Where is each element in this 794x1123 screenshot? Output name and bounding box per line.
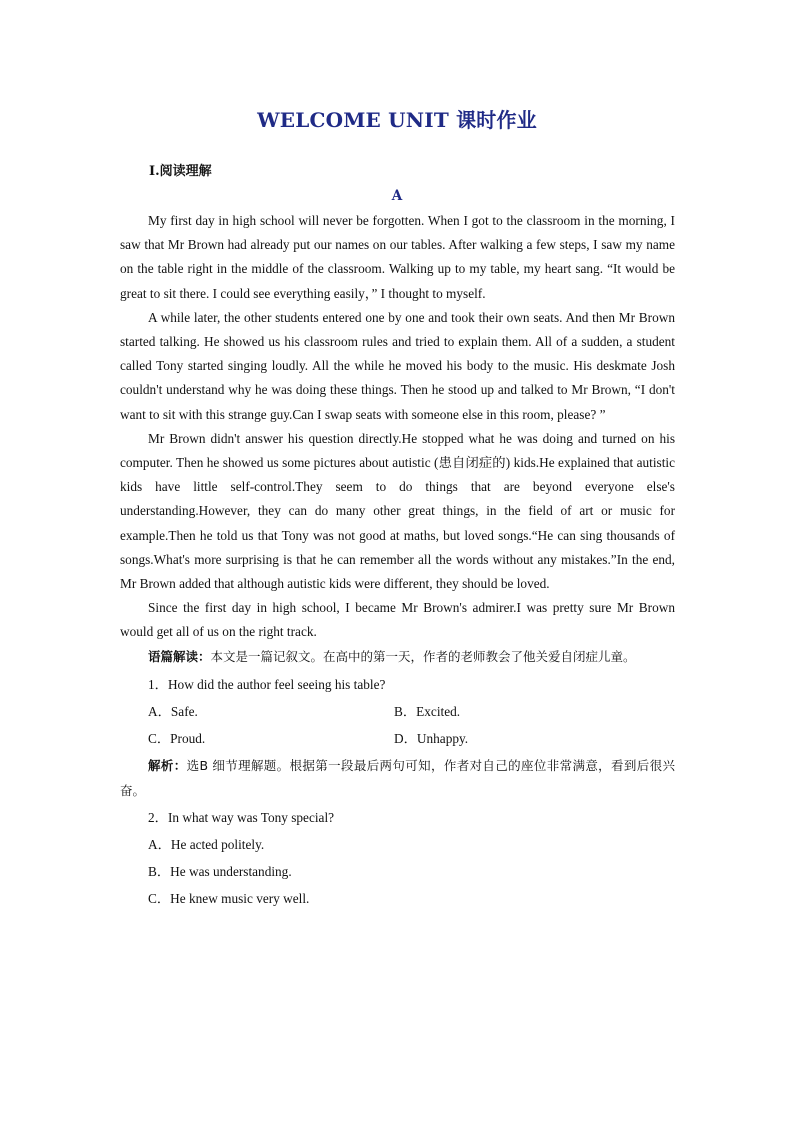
question-1-options-row-1	[120, 700, 675, 724]
option-1b: B．Excited.	[394, 704, 461, 720]
option-2b: B．He was understanding.	[148, 864, 292, 880]
passage-body	[120, 209, 675, 912]
summary-label: 语篇解读：	[148, 648, 211, 664]
analysis-label: 解析：	[148, 758, 187, 774]
question-1-stem: 1．How did the author feel seeing his table?	[148, 676, 386, 692]
analysis-text: 选B 细节理解题。根据第一段最后两句可知，作者对自己的座位非常满意，看到后很兴奋。	[120, 758, 675, 798]
summary	[120, 645, 675, 669]
paragraph-2: A while later, the other students entered one by one and took their own seats. And then Mr Brown started talking. He showed us his classroom rules and tried to explain them. All of a sudden, a student called Tony started singing loudly. All the while he moved his body to the music. His deskmate Josh couldn't understand why he was doing these things. Then he stood up and talked to Mr Brown, “I don't want to sit with this strange guy.Can I swap seats with someone else in this room, please? ”	[120, 309, 675, 422]
option-1c: C．Proud.	[148, 731, 206, 747]
summary-text: 本文是一篇记叙文。在高中的第一天，作者的老师教会了他关爱自闭症儿童。	[210, 648, 636, 664]
paragraph-3: Mr Brown didn't answer his question directly.He stopped what he was doing and turned on his computer. Then he showed us some pictures about autistic (患自闭症的) kids.He explained that autistic kids have little self-control.They seem to do things that are beyond everyone else's understanding.However, they can do many other great things, in the field of art or music for example.Then he told us that Tony was not good at maths, but loved songs.“He can sing thousands of songs.What's more surprising is that he can remember all the words without any mistakes.”In the end, Mr Brown added that although autistic kids were different, they should be loved.	[120, 430, 675, 592]
question-2-stem: 2．In what way was Tony special?	[148, 809, 335, 825]
option-1d: D．Unhappy.	[394, 731, 469, 747]
paragraph-4: Since the first day in high school, I became Mr Brown's admirer.I was pretty sure Mr Brown would get all of us on the right track.	[120, 600, 675, 640]
question-1-options-row-2	[120, 727, 675, 751]
section-heading: Ⅰ.阅读理解	[149, 164, 212, 179]
passage-label: A	[391, 188, 403, 204]
option-2c: C．He knew music very well.	[148, 891, 310, 907]
option-1a: A．Safe.	[148, 704, 198, 720]
question-1-analysis	[120, 754, 675, 802]
option-2a: A．He acted politely.	[148, 837, 265, 853]
paragraph-1: My first day in high school will never be forgotten. When I got to the classroom in the morning, I saw that Mr Brown had already put our names on our tables. After walking a few steps, I saw my name on the table right in the middle of the classroom. Walking up to my table, my heart sang. “It would be great to sit there. I could see everything easily，” I thought to myself.	[120, 213, 675, 301]
page-title: WELCOME UNIT 课时作业	[257, 108, 537, 132]
